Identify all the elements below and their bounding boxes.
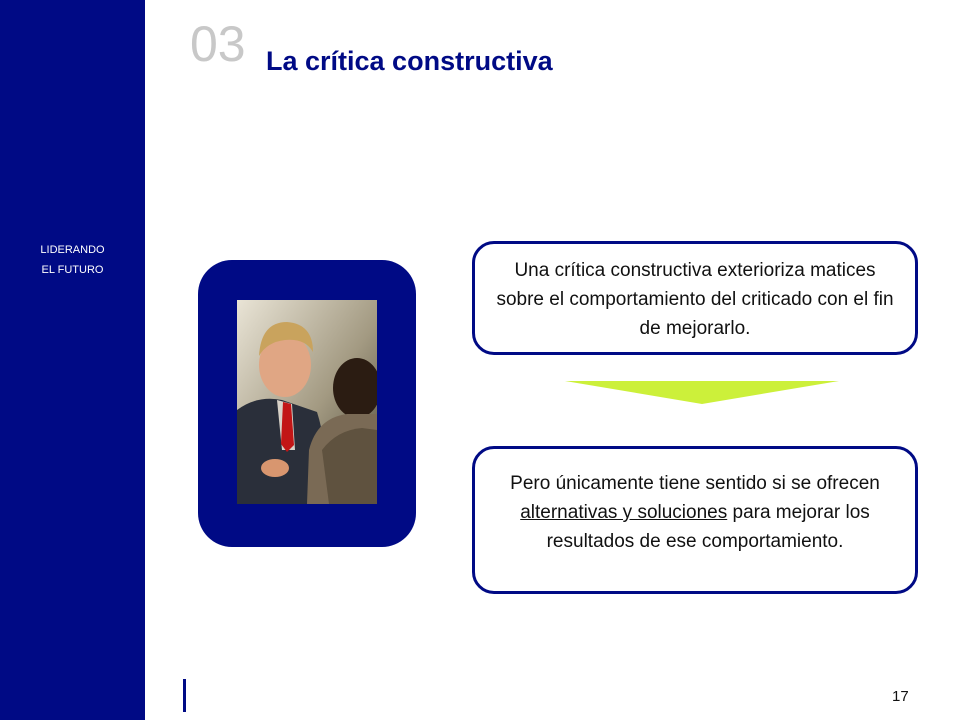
callout-condition-text-after: para mejorar los resultados de ese comportamiento. <box>546 502 870 552</box>
business-conversation-photo <box>237 300 377 504</box>
callout-condition-underlined: alternativas y soluciones <box>520 502 728 523</box>
brand-line-2: EL FUTURO <box>41 264 104 276</box>
callout-condition-text-before: Pero únicamente tiene sentido si se ofrecen <box>510 473 880 494</box>
sidebar-brand <box>0 240 145 280</box>
callout-condition <box>472 446 918 594</box>
chevron-down-arrow-icon <box>565 381 839 405</box>
callout-definition-text: Una crítica constructiva exterioriza matices sobre el comportamiento del criticado con el fin de mejorarlo. <box>496 260 894 339</box>
footer-divider <box>183 679 186 712</box>
sidebar <box>0 0 145 720</box>
brand-line-1: LIDERANDO <box>40 244 105 256</box>
page-number: 17 <box>892 688 909 705</box>
page-title: La crítica constructiva <box>266 46 553 76</box>
callout-definition <box>472 241 918 355</box>
section-number: 03 <box>190 16 246 72</box>
